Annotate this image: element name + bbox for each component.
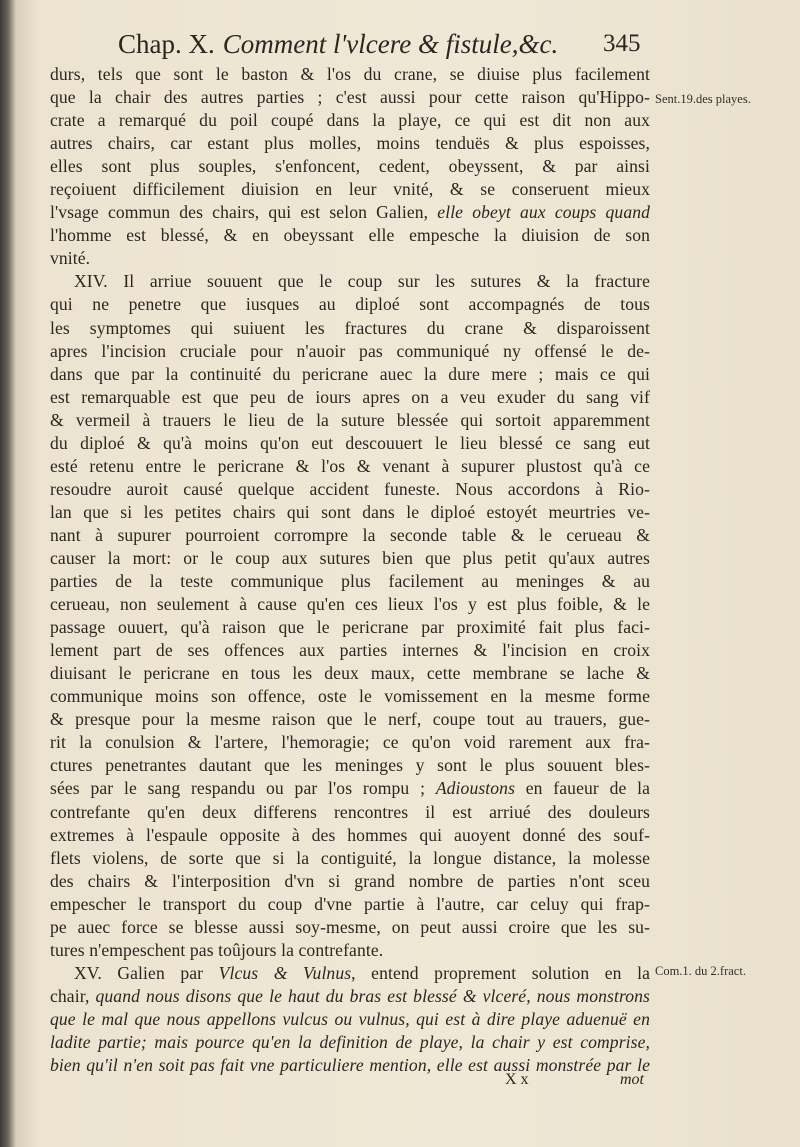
margin-note-sent: Sent.19.des playes. [655,92,751,106]
text-line: crate a remarqué du poil coupé dans la playe, ce qui est dit non aux [50,110,650,131]
text-line: diuisant le pericrane en tous les deux maux, cette membrane se lache & [50,663,650,684]
text-line: dans que par la continuité du pericrane auec la dure mere ; mais ce qui [50,363,650,384]
text-line: autres chairs, car estant plus molles, moins tenduës & plus espoisses, [50,133,650,154]
italic-quote: elle obeyt aux coups quand [437,202,650,223]
text-line: XIV. Il arriue souuent que le coup sur les sutures & la fracture [74,271,650,292]
text-line: lement part de ses offences aux parties internes & l'incision en croix [50,640,650,661]
text-line: parties de la teste communique plus facilement au meninges & au [50,571,650,592]
text-line: empescher le transport du coup d'vne partie à l'autre, car celuy qui frap- [50,893,650,914]
body-text [50,63,650,1077]
text-segment: chair, [50,985,90,1006]
text-line-italic: que le mal que nous appellons vulcus ou vulnus, qui est à dire playe aduenuë en [50,1008,650,1029]
text-line: resoudre auroit causé quelque accident funeste. Nous accordons à Rio- [50,478,650,499]
italic-quote: quand nous disons que le haut du bras est blessé & vlceré [95,985,527,1006]
text-line-mixed [50,201,650,224]
text-line: communique moins son offence, oste le vomissement en la mesme forme [50,686,650,707]
text-line: du diploé & qu'à moins qu'on eut descouuert le lieu blessé ce sang eut [50,432,650,453]
text-line: nant à supurer pourroient corrompre la seconde table & le cerueau & [50,524,650,545]
text-line: que la chair des autres parties ; c'est aussi pour cette raison qu'Hippo- [50,87,650,108]
text-line: & presque pour la mesme raison que le nerf, coupe tout au trauers, gue- [50,709,650,730]
italic-word: Adioustons [435,778,516,799]
text-line: flets violens, de sorte que si la contiguité, la longue distance, la molesse [50,847,650,868]
text-line: est remarquable est que peu de iours apres on a veu exuder du sang vif [50,386,650,407]
text-line: pe auec force se blesse aussi soy-mesme, on peut aussi croire que les su- [50,916,650,937]
page-number: 345 [603,30,641,57]
text-segment: , entend proprement solution en la [351,962,650,983]
text-segment: XV. Galien par [74,962,204,983]
text-line: rit la conulsion & l'artere, l'hemoragie; ce qu'on void rarement aux fra- [50,732,650,753]
text-line: tures n'empeschent pas toûjours la contrefante. [50,939,384,960]
text-segment: sées par le sang respandu ou par l'os rompu ; [50,778,426,799]
text-line: cerueau, non seulement à cause qu'en ces lieux l'os y est plus foible, & le [50,594,650,615]
text-line-mixed [50,777,650,800]
text-segment: l'vsage commun des chairs, qui est selon Galien, [50,202,429,223]
margin-note-com: Com.1. du 2.fract. [655,964,746,978]
text-line: causer la mort: or le coup aux sutures bien que plus petit qu'aux autres [50,547,650,568]
text-line: ctures penetrantes dautant que les meninges y sont le plus souuent bles- [50,755,650,776]
chapter-title: Comment l'vlcere & fistule,&c. [222,29,559,59]
text-line: esté retenu entre le pericrane & l'os & venant à supurer plustost qu'à ce [50,455,650,476]
text-line: qui ne penetre que iusques au diploé sont accompagnés de tous [50,294,650,315]
catchword: mot [620,1071,644,1088]
text-line: contrefante qu'en deux differens rencontres il est arriué des douleurs [50,801,650,822]
chapter-label: Chap. X. [118,29,215,59]
text-line: passage ouuert, qu'à raison que le pericrane par proximité fait plus faci- [50,617,650,638]
text-line: apres l'incision cruciale pour n'auoir pas communiqué ny offensé le de- [50,340,650,361]
text-line: lan que si les petites chairs qui sont dans le diploé estoyét meurtries ve- [50,501,650,522]
text-line: durs, tels que sont le baston & l'os du crane, se diuise plus facilement [50,64,650,84]
text-line-italic: ladite partie; mais pource qu'en la definition de playe, la chair y est comprise, [50,1031,650,1052]
text-line: vnité. [50,248,91,269]
signature-mark: X x [505,1071,529,1088]
text-line: elles sont plus souples, s'enfoncent, cedent, obeyssent, & par ainsi [50,156,650,177]
text-line: des chairs & l'interposition d'vn si grand nombre de parties n'ont sceu [50,870,650,891]
running-head [118,26,638,62]
text-line: extremes à l'espaule opposite à des hommes qui auoyent donné des souf- [50,824,650,845]
text-line-italic: bien qu'il n'en soit pas fait vne particuliere mention, elle est aussi monstrée par le [50,1055,650,1076]
italic-word: Vlcus & Vulnus [218,962,352,983]
text-line-mixed [50,962,650,985]
text-line-mixed [50,985,650,1008]
italic-quote: , nous monstrons [526,985,650,1006]
text-line: l'homme est blessé, & en obeyssant elle empesche la diuision de son [50,225,650,246]
text-line: & vermeil à trauers le lieu de la suture blessée qui sortoit apparemment [50,409,650,430]
text-line: les symptomes qui suiuent les fractures du crane & disparoissent [50,317,650,338]
text-line: reçoiuent difficilement diuision en leur vnité, & se conseruent mieux [50,179,650,200]
text-segment: en faueur de la [525,778,650,799]
